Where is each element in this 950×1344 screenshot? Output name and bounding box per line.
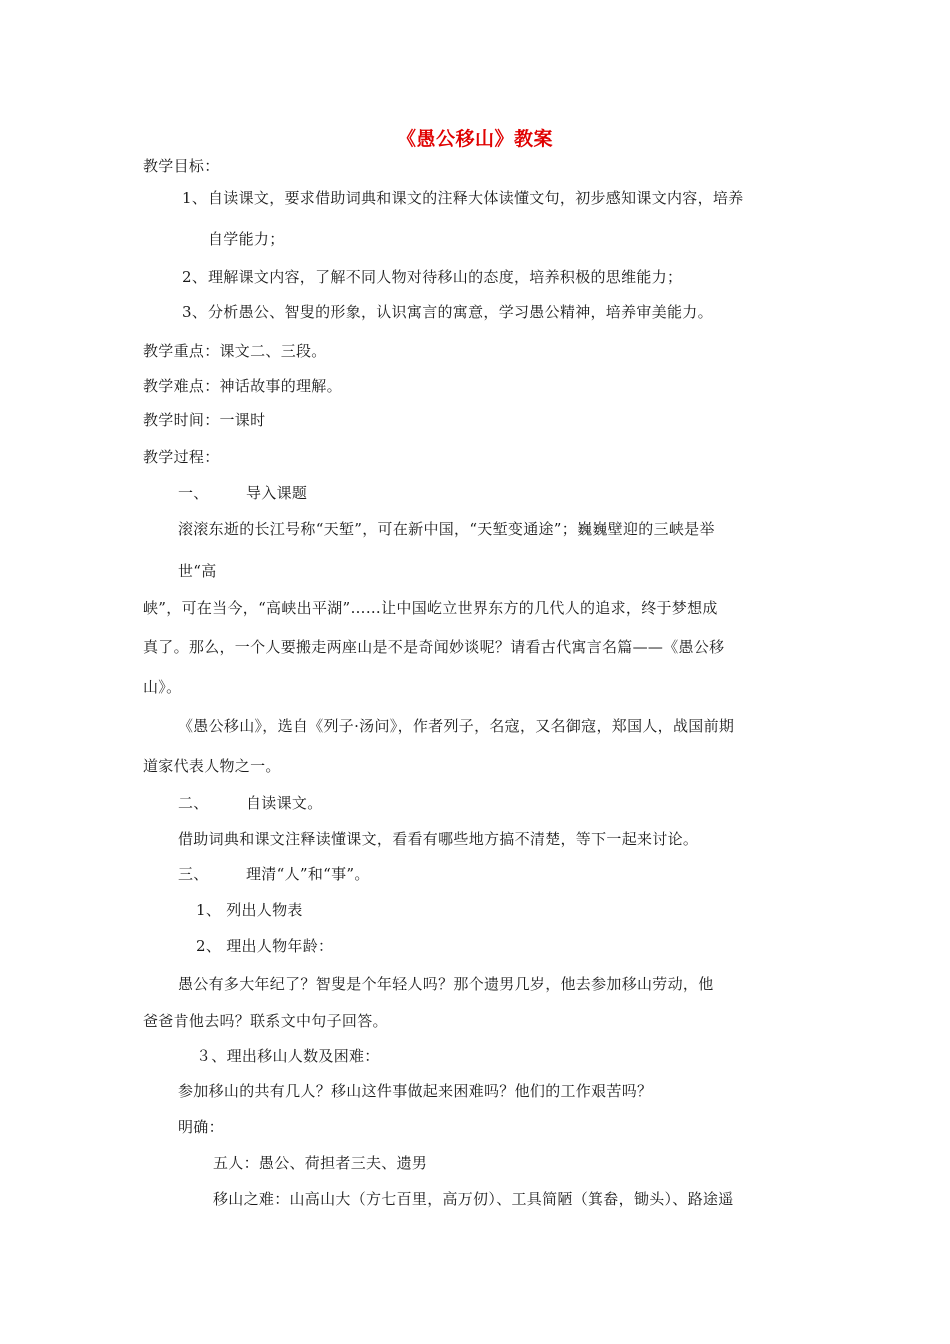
section-1-paragraph-2-line-2: 道家代表人物之一。 — [143, 757, 281, 775]
section-2-paragraph: 借助词典和课文注释读懂课文，看看有哪些地方搞不清楚，等下一起来讨论。 — [178, 830, 699, 848]
section-1-paragraph-1-line-4: 真了。那么，一个人要搬走两座山是不是奇闻妙谈呢？请看古代寓言名篇——《愚公移 — [143, 638, 725, 656]
teaching-time: 教学时间：一课时 — [143, 411, 266, 429]
section-1-paragraph-1-line-5: 山》。 — [143, 678, 182, 696]
objective-item-3-text: 分析愚公、智叟的形象，认识寓言的寓意，学习愚公精神，培养审美能力。 — [208, 303, 713, 321]
section-2-number: 二、 — [178, 794, 209, 812]
section-1-title: 导入课题 — [246, 484, 308, 502]
section-3-item-2: 2、 理出人物年龄： — [196, 937, 334, 955]
objective-item-3-number: 3、 — [182, 303, 208, 321]
section-1-paragraph-1-line-1: 滚滚东逝的长江号称“天堑”，可在新中国，“天堑变通途”；巍巍壁迎的三峡是举 — [178, 520, 715, 538]
section-1-paragraph-1-line-3: 峡”，可在当今，“高峡出平湖”……让中国屹立世界东方的几代人的追求，终于梦想成 — [143, 599, 718, 617]
objective-item-2-number: 2、 — [182, 268, 208, 286]
section-3-title: 理清“人”和“事”。 — [246, 865, 370, 883]
objective-item-2-text: 理解课文内容，了解不同人物对待移山的态度，培养积极的思维能力； — [208, 268, 683, 286]
section-1-paragraph-2-line-1: 《愚公移山》，选自《列子·汤问》，作者列子，名寇，又名御寇，郑国人，战国前期 — [178, 717, 735, 735]
document-title: 《愚公移山》教案 — [396, 128, 553, 150]
section-3-number: 三、 — [178, 865, 209, 883]
section-1-paragraph-1-line-2: 世“高 — [178, 562, 217, 580]
key-point: 教学重点：课文二、三段。 — [143, 342, 327, 360]
clarification-label: 明确： — [178, 1118, 224, 1136]
section-3-paragraph-1-line-1: 愚公有多大年纪了？智叟是个年轻人吗？那个遗男几岁，他去参加移山劳动，他 — [178, 975, 714, 993]
five-people: 五人：愚公、荷担者三夫、遗男 — [213, 1154, 428, 1172]
section-3-item-3: ３、理出移山人数及困难： — [196, 1047, 380, 1065]
section-3-paragraph-1-line-2: 爸爸肯他去吗？联系文中句子回答。 — [143, 1012, 388, 1030]
objectives-label: 教学目标： — [143, 157, 220, 175]
objective-item-1-text: 自读课文，要求借助词典和课文的注释大体读懂文句，初步感知课文内容，培养 — [208, 189, 744, 207]
section-1-number: 一、 — [178, 484, 209, 502]
difficulties-of-moving-mountains: 移山之难：山高山大（方七百里，高万仞）、工具简陋（箕畚，锄头）、路途遥 — [213, 1190, 734, 1208]
section-3-paragraph-2: 参加移山的共有几人？移山这件事做起来困难吗？他们的工作艰苦吗？ — [178, 1082, 653, 1100]
process-label: 教学过程： — [143, 448, 220, 466]
difficulty: 教学难点：神话故事的理解。 — [143, 377, 342, 395]
section-3-item-1: 1、 列出人物表 — [196, 901, 303, 919]
section-2-title: 自读课文。 — [246, 794, 323, 812]
objective-item-1-number: 1、 — [182, 189, 208, 207]
objective-item-1-continuation: 自学能力； — [208, 230, 285, 248]
